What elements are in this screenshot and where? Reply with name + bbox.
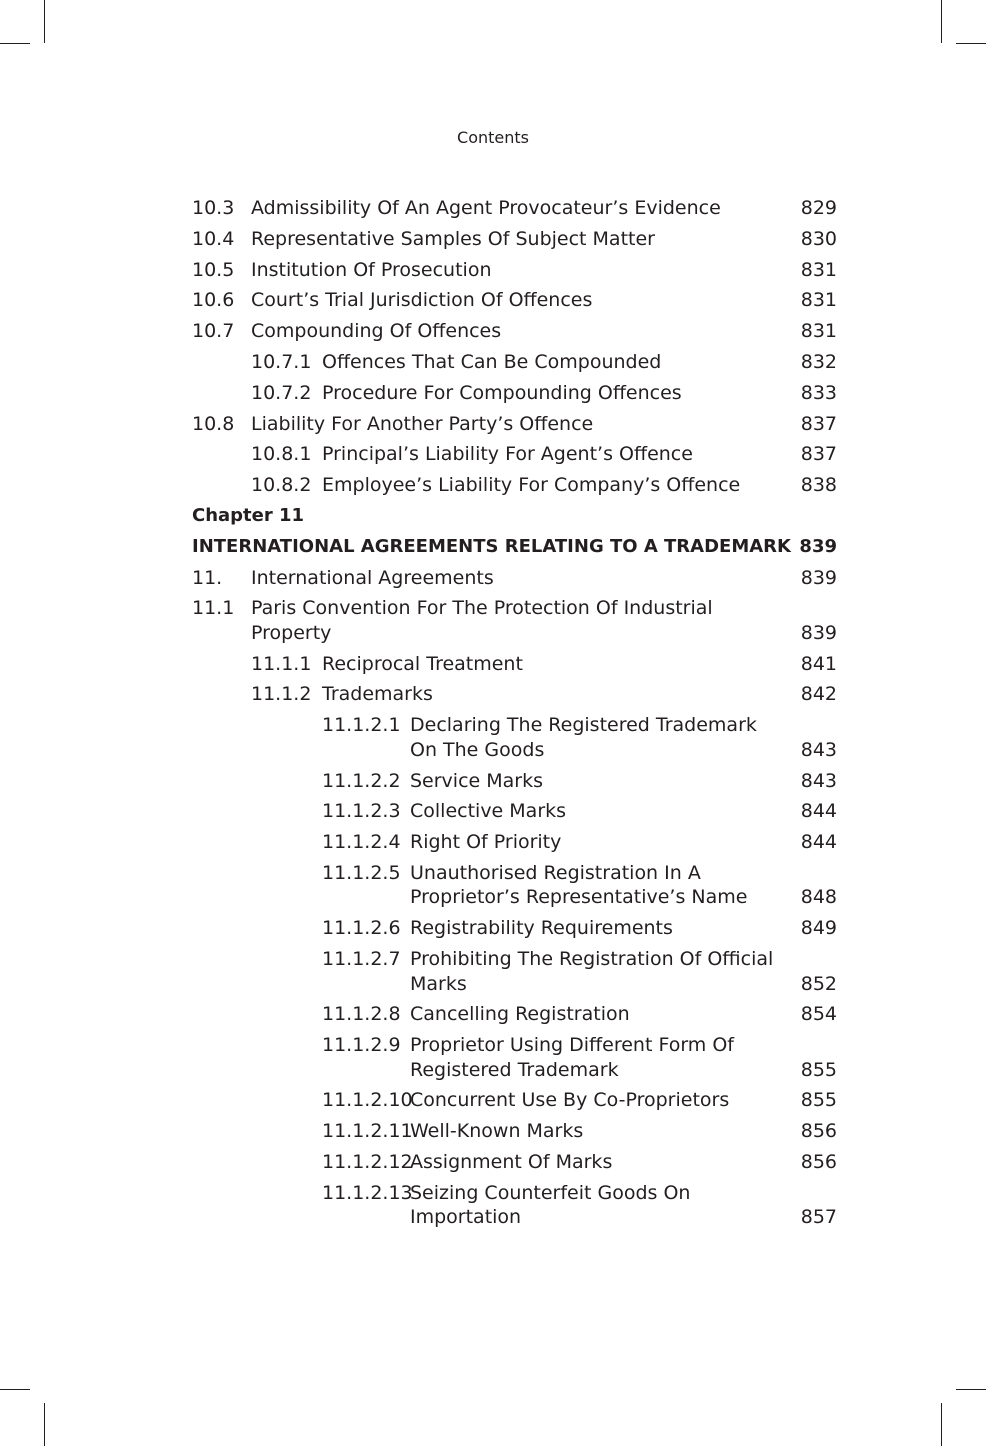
toc-entry-page-number: 831 xyxy=(800,289,837,312)
toc-entry[interactable] xyxy=(192,1181,837,1230)
toc-entry-title: Principal’s Liability For Agent’s Offence xyxy=(322,443,693,466)
toc-entry-title: Registrability Requirements xyxy=(410,917,673,940)
toc-entry-title: Declaring The Registered Trademark On The Goods xyxy=(410,714,757,761)
toc-entry-page-number: 833 xyxy=(800,381,837,404)
crop-mark-bottom-left-horizontal xyxy=(0,1389,30,1390)
toc-entry[interactable] xyxy=(192,1088,837,1113)
toc-entry[interactable] xyxy=(192,412,837,437)
toc-entry-title: Paris Convention For The Protection Of Industrial Property xyxy=(251,597,713,644)
toc-entry-number: 10.5 xyxy=(192,258,235,281)
chapter-label: Chapter 11 xyxy=(192,504,305,526)
toc-entry-page-number: 837 xyxy=(800,412,837,435)
table-of-contents xyxy=(192,196,837,1236)
toc-entries-chapter-10 xyxy=(192,196,837,498)
toc-entry[interactable] xyxy=(192,596,837,645)
toc-entry-title: Reciprocal Treatment xyxy=(322,652,523,675)
running-head: Contents xyxy=(457,128,529,147)
toc-entry-number: 11.1.2 xyxy=(251,683,312,706)
toc-entry-title: Employee’s Liability For Company’s Offence xyxy=(322,474,741,497)
toc-entry-page-number: 854 xyxy=(800,1003,837,1026)
toc-entry-page-number: 842 xyxy=(800,683,837,706)
toc-entry[interactable] xyxy=(192,1150,837,1175)
toc-entry[interactable] xyxy=(192,319,837,344)
toc-entry[interactable] xyxy=(192,682,837,707)
toc-entry-number: 11.1.1 xyxy=(251,652,312,675)
toc-entry-number: 10.8.1 xyxy=(251,443,312,466)
toc-entry-number: 10.7 xyxy=(192,320,235,343)
crop-mark-top-left-horizontal xyxy=(0,43,30,44)
toc-entry-title: International Agreements xyxy=(251,566,494,589)
toc-entry[interactable] xyxy=(192,713,837,762)
toc-entry-title: Representative Samples Of Subject Matter xyxy=(251,227,655,250)
toc-entry-page-number: 849 xyxy=(800,917,837,940)
toc-entry-page-number: 829 xyxy=(800,197,837,219)
toc-entry-number: 10.7.1 xyxy=(251,350,312,373)
toc-entry-title: Concurrent Use By Co-Proprietors xyxy=(410,1089,730,1112)
toc-entry-title: Service Marks xyxy=(410,769,544,792)
toc-entry[interactable] xyxy=(192,442,837,467)
toc-entry-number: 10.8 xyxy=(192,412,235,435)
toc-entry[interactable] xyxy=(192,916,837,941)
toc-entry-page-number: 857 xyxy=(800,1206,837,1229)
toc-entry-number: 11.1.2.9 xyxy=(322,1034,401,1057)
crop-mark-bottom-left-vertical xyxy=(44,1403,45,1446)
toc-entry-title: Well-Known Marks xyxy=(410,1120,584,1143)
toc-entry[interactable] xyxy=(192,196,837,221)
toc-entry-number: 11.1.2.2 xyxy=(322,769,401,792)
chapter-page-number: 839 xyxy=(799,535,837,557)
toc-entry-title: Procedure For Compounding Offences xyxy=(322,381,682,404)
toc-entry-page-number: 841 xyxy=(800,652,837,675)
toc-entry-title: Proprietor Using Different Form Of Registered Trademark xyxy=(410,1034,734,1081)
toc-entry-number: 11.1.2.3 xyxy=(322,800,401,823)
toc-entry-page-number: 839 xyxy=(800,566,837,589)
toc-entry[interactable] xyxy=(192,227,837,252)
toc-entries-chapter-11 xyxy=(192,566,837,1230)
toc-entry[interactable] xyxy=(192,830,837,855)
toc-entry-number: 11.1.2.5 xyxy=(322,861,401,884)
toc-entry-number: 11.1.2.10 xyxy=(322,1089,413,1112)
toc-entry-page-number: 839 xyxy=(800,621,837,644)
toc-entry[interactable] xyxy=(192,1002,837,1027)
toc-entry[interactable] xyxy=(192,652,837,677)
toc-entry-number: 10.6 xyxy=(192,289,235,312)
toc-entry-page-number: 831 xyxy=(800,258,837,281)
toc-entry-page-number: 832 xyxy=(800,350,837,373)
toc-entry-title: Prohibiting The Registration Of Official Marks xyxy=(410,948,774,995)
toc-entry-title: Unauthorised Registration In A Proprietor’s Representative’s Name xyxy=(410,861,748,909)
toc-entry-page-number: 844 xyxy=(800,831,837,854)
toc-entry[interactable] xyxy=(192,947,837,996)
toc-entry-title: Offences That Can Be Compounded xyxy=(322,350,662,373)
toc-entry-number: 11. xyxy=(192,566,223,589)
toc-entry-title: Liability For Another Party’s Offence xyxy=(251,412,594,435)
toc-entry-number: 11.1.2.11 xyxy=(322,1120,413,1143)
toc-entry-page-number: 852 xyxy=(800,972,837,995)
toc-entry-title: Institution Of Prosecution xyxy=(251,258,492,281)
toc-entry-title: Right Of Priority xyxy=(410,831,562,854)
toc-entry[interactable] xyxy=(192,381,837,406)
toc-entry[interactable] xyxy=(192,799,837,824)
toc-entry[interactable] xyxy=(192,473,837,498)
toc-entry-number: 11.1.2.1 xyxy=(322,714,401,737)
toc-entry-number: 10.4 xyxy=(192,227,235,250)
toc-entry-number: 10.3 xyxy=(192,197,235,219)
toc-entry-page-number: 844 xyxy=(800,800,837,823)
toc-entry-title: Compounding Of Offences xyxy=(251,320,502,343)
toc-entry-title: Collective Marks xyxy=(410,800,567,823)
toc-entry-title: Seizing Counterfeit Goods On Importation xyxy=(410,1181,691,1229)
toc-entry-page-number: 838 xyxy=(800,474,837,497)
crop-mark-bottom-right-horizontal xyxy=(956,1389,986,1390)
toc-entry-title: Admissibility Of An Agent Provocateur’s Evidence xyxy=(251,197,721,219)
crop-mark-top-left-vertical xyxy=(44,0,45,43)
toc-entry-page-number: 848 xyxy=(800,886,837,909)
toc-entry-number: 11.1.2.6 xyxy=(322,917,401,940)
toc-entry-number: 10.8.2 xyxy=(251,474,312,497)
toc-entry[interactable] xyxy=(192,350,837,375)
chapter-title: INTERNATIONAL AGREEMENTS RELATING TO A TRADEMARK xyxy=(192,535,791,557)
toc-entry-title: Cancelling Registration xyxy=(410,1003,630,1026)
toc-entry-title: Assignment Of Marks xyxy=(410,1151,613,1174)
crop-mark-top-right-vertical xyxy=(941,0,942,43)
toc-entry-page-number: 855 xyxy=(800,1058,837,1081)
chapter-title-row[interactable] xyxy=(192,535,837,560)
toc-entry-number: 11.1.2.13 xyxy=(322,1181,413,1204)
toc-entry-page-number: 856 xyxy=(800,1151,837,1174)
toc-entry-number: 11.1.2.12 xyxy=(322,1151,413,1174)
toc-entry[interactable] xyxy=(192,566,837,591)
toc-entry-page-number: 831 xyxy=(800,320,837,343)
toc-entry[interactable] xyxy=(192,1119,837,1144)
toc-entry[interactable] xyxy=(192,1033,837,1082)
toc-entry-page-number: 843 xyxy=(800,769,837,792)
toc-entry-number: 10.7.2 xyxy=(251,381,312,404)
crop-mark-top-right-horizontal xyxy=(956,43,986,44)
toc-entry-page-number: 843 xyxy=(800,738,837,761)
crop-mark-bottom-right-vertical xyxy=(941,1403,942,1446)
toc-entry-page-number: 856 xyxy=(800,1120,837,1143)
toc-entry-title: Trademarks xyxy=(322,683,433,706)
toc-entry-number: 11.1.2.8 xyxy=(322,1003,401,1026)
toc-entry[interactable] xyxy=(192,861,837,910)
toc-entry-page-number: 830 xyxy=(800,227,837,250)
toc-entry[interactable] xyxy=(192,769,837,794)
toc-entry-page-number: 855 xyxy=(800,1089,837,1112)
toc-entry[interactable] xyxy=(192,258,837,283)
toc-entry-title: Court’s Trial Jurisdiction Of Offences xyxy=(251,289,593,312)
toc-entry-number: 11.1.2.7 xyxy=(322,948,401,971)
toc-entry[interactable] xyxy=(192,288,837,313)
toc-entry-number: 11.1.2.4 xyxy=(322,831,401,854)
toc-entry-number: 11.1 xyxy=(192,597,235,620)
toc-entry-page-number: 837 xyxy=(800,443,837,466)
